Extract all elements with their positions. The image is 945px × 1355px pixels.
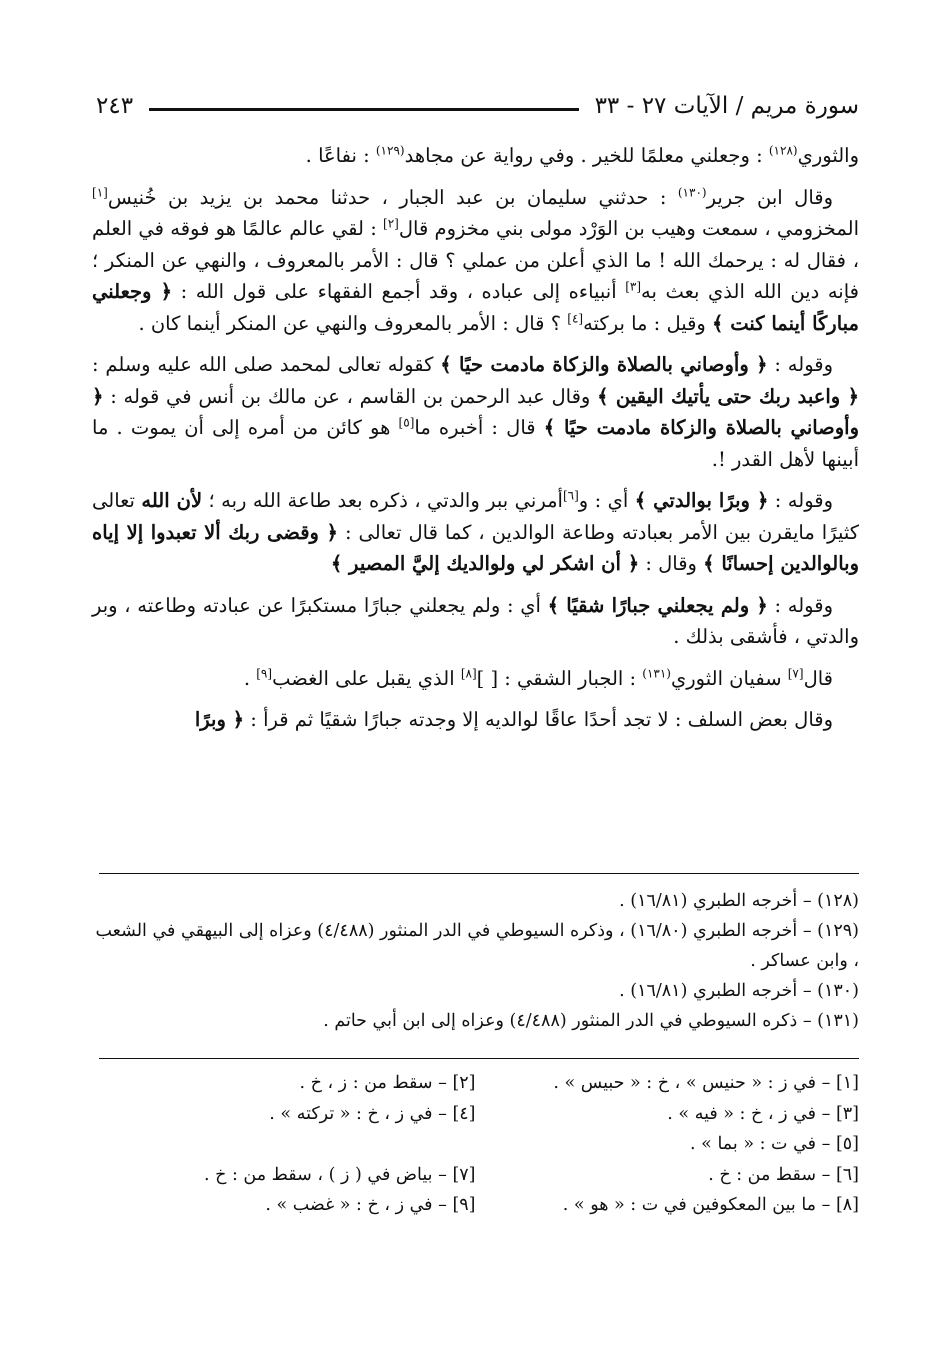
reference-marker: [٨]: [460, 666, 477, 680]
variant-note: [476, 1068, 860, 1099]
variant-text: في ت : « بما » .: [690, 1134, 817, 1154]
text-run: قال: [803, 666, 833, 690]
variant-number: [٨]: [835, 1195, 859, 1215]
variant-text: في ز ، خ : « غضب » .: [265, 1195, 433, 1215]
footnote-divider: [99, 873, 859, 874]
quran-quote: ﴿ وبرًا: [194, 708, 245, 731]
page-number: ٢٤٣: [96, 93, 134, 119]
footnotes: [92, 886, 859, 1036]
text-run: : لقي عالم عالمًا هو فوقه في العلم ، فقال له : يرحمك الله ! ما الذي أعلن من عملي ؟ قال : الأمر بالمعروف ، والنهي عن المنكر ؛ فإنه دين الله الذي بعث به: [92, 217, 859, 303]
footnote-number: (١٢٨): [817, 891, 859, 911]
paragraph: [92, 140, 859, 172]
paragraph: [92, 663, 859, 695]
reference-marker: [٣]: [625, 279, 642, 294]
text-run: : نفاعًا .: [305, 144, 376, 167]
quran-quote: ﴿ واعبد ربك حتى يأتيك اليقين ﴾: [597, 384, 859, 408]
text-run: وقال بعض السلف : لا تجد أحدًا عاقًا لوالديه إلا وجدته جبارًا شقيًا ثم قرأ :: [244, 708, 833, 731]
text-run: وقيل : ما بركته: [583, 311, 713, 335]
text-run: وقوله :: [767, 353, 834, 376]
footnote-text: ذكره السيوطي في الدر المنثور (٤/٤٨٨) وعزاه إلى ابن أبي حاتم .: [323, 1011, 798, 1031]
text-run: : حدثني سليمان بن عبد الجبار ، حدثنا محمد بن يزيد بن خُنيس: [107, 185, 678, 209]
reference-marker: [٦]: [562, 488, 579, 503]
text-run: كقوله تعالى لمحمد صلى الله عليه وسلم :: [92, 353, 441, 376]
variant-row: [92, 1099, 859, 1130]
chapter-title: سورة مريم / الآيات ٢٧ - ٣٣: [594, 93, 859, 119]
variant-number: [٩]: [452, 1195, 476, 1215]
footnote-number: (١٣١): [817, 1011, 859, 1031]
text-run: تعالى كثيرًا مايقرن بين الأمر بعبادته وطاعة الوالدين ، كما قال تعالى :: [92, 489, 859, 544]
text-run: : الجبار الشقي : [ ]: [476, 666, 643, 690]
paragraph: [92, 590, 859, 653]
variant-number: [٢]: [452, 1073, 476, 1093]
text-run: : وجعلني معلمًا للخير . وفي رواية عن مجاهد: [404, 144, 769, 167]
text-run: وقال ابن جرير: [706, 185, 833, 209]
text-run: ؟ قال : الأمر بالمعروف والنهي عن المنكر أينما كان .: [138, 311, 568, 335]
variant-text: في ز ، خ : « تركته » .: [269, 1103, 433, 1124]
variant-text: سقط من : خ .: [708, 1164, 817, 1185]
variant-note: [476, 1129, 860, 1160]
quran-quote: ﴿ أن اشكر لي ولوالديك إليَّ المصير ﴾: [330, 552, 640, 575]
footnote: [92, 916, 859, 976]
reference-marker: (١٢٨): [768, 143, 798, 158]
text-run: قال : أخبره ما: [414, 416, 544, 439]
reference-marker: [٢]: [383, 216, 399, 231]
variant-number: [٦]: [835, 1164, 859, 1185]
reference-marker: [٩]: [256, 666, 273, 680]
variant-note: [476, 1190, 860, 1221]
variant-text: في ز : « حنيس » ، خ : « حبيس » .: [553, 1073, 817, 1093]
footnote-dash: –: [797, 1011, 818, 1031]
text-run: أنبياءه إلى عباده ، وقد أجمع الفقهاء على قول الله :: [172, 280, 626, 303]
footnote: [92, 1006, 859, 1036]
variant-text: بياض في ( ز ) ، سقط من : خ .: [203, 1164, 433, 1185]
text-run: المخزومي ، سمعت وهيب بن الوَرْد مولى بني مخزوم قال: [398, 217, 860, 240]
reference-marker: (١٢٩): [375, 143, 405, 158]
quran-quote: ﴿ وبرًا بوالدتي ﴾: [634, 489, 769, 512]
paragraph: [92, 485, 859, 580]
quran-quote: ﴿ ولم يجعلني جبارًا شقيًا ﴾: [547, 593, 768, 617]
variant-number: [٣]: [835, 1103, 859, 1124]
text-run: .: [243, 666, 257, 690]
footnote-dash: –: [797, 921, 818, 941]
footnote-dash: –: [797, 981, 818, 1001]
variant-dash: –: [432, 1103, 453, 1124]
text-run: أي : ولم يجعلني جبارًا مستكبرًا عن عبادته وطاعته ، وبر والدتي ، فأشقى بذلك .: [92, 593, 859, 648]
variant-number: [٧]: [452, 1164, 476, 1185]
running-header: [96, 88, 859, 124]
variant-dash: –: [432, 1195, 453, 1215]
variant-row: [92, 1129, 859, 1160]
variant-row: [92, 1068, 859, 1099]
variants-divider: [99, 1058, 859, 1059]
reference-marker: [٥]: [398, 415, 415, 430]
reference-marker: [٤]: [567, 311, 584, 325]
header-rule: [149, 108, 579, 111]
reference-marker: [٧]: [787, 666, 804, 680]
reference-marker: (١٣١): [642, 666, 671, 680]
text-run: سفيان الثوري: [670, 666, 788, 690]
footnote: [92, 886, 859, 916]
paragraph: [92, 349, 859, 475]
footnote-number: (١٣٠): [817, 981, 859, 1001]
variant-dash: –: [816, 1134, 836, 1154]
quran-quote: ﴿ وقضى ربك ألا تعبدوا إلا إياه وبالوالدين إحسانًا ﴾: [92, 520, 859, 575]
variant-row: [92, 1190, 859, 1221]
text-run: أي : و: [578, 489, 635, 512]
quran-quote: لأن الله: [141, 489, 203, 512]
variant-dash: –: [432, 1073, 453, 1093]
main-text: [92, 140, 859, 746]
quran-quote: ﴿ وجعلني مباركًا أينما كنت ﴾: [92, 280, 859, 335]
paragraph: [92, 182, 859, 340]
footnote-number: (١٢٩): [817, 921, 859, 941]
variant-text: في ز ، خ : « فيه » .: [667, 1103, 817, 1124]
variant-row: [92, 1160, 859, 1191]
footnote-text: أخرجه الطبري (١٦/٨١) .: [619, 891, 798, 911]
variant-dash: –: [816, 1195, 836, 1215]
reference-marker: [١]: [92, 185, 108, 199]
reference-marker: (١٣٠): [677, 185, 707, 199]
variant-note: [92, 1099, 476, 1130]
variant-number: [١]: [835, 1073, 859, 1093]
text-run: والثوري: [797, 144, 859, 167]
variant-note: [92, 1160, 476, 1191]
footnote-text: أخرجه الطبري (١٦/٨١) .: [619, 981, 798, 1001]
variant-note: [476, 1099, 860, 1130]
text-run: أمرني ببر والدتي ، ذكره بعد طاعة الله ربه ؛: [202, 489, 563, 512]
variant-note: [476, 1160, 860, 1191]
variant-dash: –: [816, 1103, 836, 1124]
textual-variants: [92, 1068, 859, 1221]
text-run: هو كائن من أمره إلى أن يموت . ما أبينها لأهل القدر !.: [92, 416, 859, 471]
text-run: وقوله :: [768, 489, 833, 512]
footnote-text: أخرجه الطبري (١٦/٨٠) ، وذكره السيوطي في الدر المنثور (٤/٤٨٨) وعزاه إلى البيهقي في الشعب ، وابن عساكر .: [95, 921, 859, 971]
variant-dash: –: [432, 1164, 453, 1185]
text-run: وقال عبد الرحمن بن القاسم ، عن مالك بن أنس في قوله :: [103, 384, 598, 408]
variant-note: [92, 1190, 476, 1221]
quran-quote: ﴿ وأوصاني بالصلاة والزكاة مادمت حيًا ﴾: [92, 384, 859, 439]
variant-note: [92, 1129, 476, 1160]
footnote-dash: –: [797, 891, 818, 911]
footnote: [92, 976, 859, 1006]
text-run: وقال :: [639, 552, 704, 575]
quran-quote: ﴿ وأوصاني بالصلاة والزكاة مادمت حيًا ﴾: [440, 353, 768, 376]
paragraph: [92, 704, 859, 736]
text-run: وقوله :: [767, 593, 833, 617]
variant-dash: –: [816, 1164, 836, 1185]
variant-text: ما بين المعكوفين في ت : « هو » .: [562, 1195, 817, 1215]
variant-number: [٥]: [835, 1134, 859, 1154]
variant-number: [٤]: [452, 1103, 476, 1124]
variant-note: [92, 1068, 476, 1099]
variant-text: سقط من : ز ، خ .: [299, 1073, 433, 1093]
text-run: الذي يقبل على الغضب: [272, 666, 461, 690]
variant-dash: –: [816, 1073, 836, 1093]
